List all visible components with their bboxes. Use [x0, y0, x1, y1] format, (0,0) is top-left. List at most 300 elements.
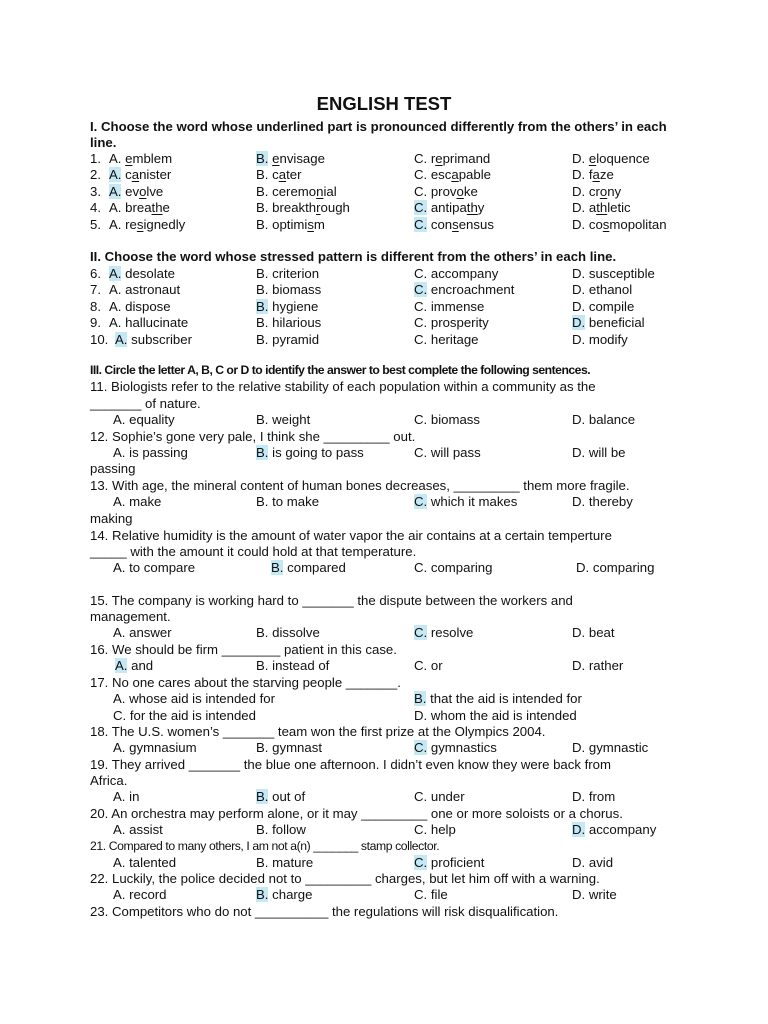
- question-20-stem-text: 20. An orchestra may perform alone, or it may _________ one or more soloists or a chorus.: [90, 806, 623, 821]
- underlined-part: th: [466, 200, 478, 216]
- option-text: biomass: [272, 282, 322, 298]
- question-12-option-c-letter[interactable]: C.: [414, 445, 428, 460]
- option-letter[interactable]: B.: [256, 167, 269, 183]
- option-d[interactable]: [572, 298, 634, 315]
- question-19-stem-cont: [90, 772, 690, 789]
- option-b[interactable]: [256, 298, 318, 315]
- question-13-option-c-letter[interactable]: C.: [414, 494, 428, 509]
- question-15-option-a-text: answer: [129, 625, 172, 640]
- question-18-option-b[interactable]: [256, 739, 322, 756]
- underlined-part: th: [151, 200, 163, 216]
- option-letter[interactable]: D.: [572, 266, 586, 281]
- option-a[interactable]: [109, 314, 188, 331]
- option-letter[interactable]: A.: [109, 282, 122, 298]
- question-20-option-d-letter[interactable]: D.: [572, 822, 586, 837]
- option-d[interactable]: [572, 265, 655, 282]
- question-12-option-d[interactable]: [572, 444, 626, 461]
- option-text: criterion: [272, 266, 320, 281]
- question-20-option-b-text: follow: [272, 822, 306, 837]
- question-12-option-b[interactable]: [256, 444, 364, 461]
- option-d[interactable]: D. athletic: [572, 200, 631, 216]
- question-21-option-c-text: proficient: [430, 855, 485, 870]
- option-d[interactable]: D. cosmopolitan: [572, 216, 667, 232]
- option-letter[interactable]: A.: [109, 298, 122, 314]
- question-18-stem: [90, 723, 690, 740]
- option-c[interactable]: [414, 331, 479, 348]
- underlined-part: a: [278, 167, 287, 183]
- question-13-option-a-letter[interactable]: A.: [113, 494, 126, 509]
- question-19-stem: [90, 756, 690, 773]
- question-11-option-d-letter[interactable]: D.: [572, 412, 586, 427]
- question-20-option-b[interactable]: [256, 821, 306, 838]
- option-a[interactable]: A. breathe: [109, 200, 170, 216]
- option-b[interactable]: B. ceremonial: [256, 183, 337, 199]
- question-14-option-d-letter[interactable]: D.: [576, 560, 590, 575]
- question-20-option-a[interactable]: [113, 821, 163, 838]
- question-17-option-a-letter[interactable]: A.: [113, 691, 126, 706]
- question-21-option-a[interactable]: [113, 854, 176, 871]
- question-number: 1.: [90, 151, 101, 166]
- option-text: ethanol: [588, 282, 633, 298]
- question-17-option-b-letter[interactable]: B.: [414, 691, 427, 706]
- question-18-option-b-letter[interactable]: B.: [256, 740, 269, 755]
- question-number: 7.: [90, 282, 101, 298]
- question-22-option-a-text: record: [129, 887, 167, 902]
- option-b[interactable]: B. optimism: [256, 216, 325, 232]
- question-18-stem-text: 18. The U.S. women’s _______ team won the first prize at the Olympics 2004.: [90, 724, 546, 739]
- option-letter[interactable]: C.: [414, 298, 428, 314]
- option-letter[interactable]: A.: [109, 200, 122, 216]
- option-letter[interactable]: D.: [572, 216, 586, 232]
- page-title: ENGLISH TEST: [316, 93, 452, 114]
- option-c[interactable]: [414, 265, 498, 282]
- question-19-stem-cont-text: Africa.: [90, 773, 128, 788]
- question-20-option-c[interactable]: [414, 821, 456, 838]
- question-12-option-a[interactable]: [113, 444, 188, 461]
- option-letter[interactable]: B.: [256, 298, 269, 314]
- question-16-option-c[interactable]: [414, 657, 443, 674]
- question-21-option-b-text: mature: [272, 855, 314, 870]
- question-4: [90, 199, 690, 216]
- question-21-option-a-letter[interactable]: A.: [113, 855, 126, 870]
- option-text: accompany: [430, 266, 499, 281]
- question-11-option-c-letter[interactable]: C.: [414, 412, 428, 427]
- option-c[interactable]: C. provoke: [414, 183, 478, 199]
- option-letter[interactable]: D.: [572, 298, 586, 314]
- question-16-option-a-text: and: [131, 658, 154, 673]
- option-letter[interactable]: A.: [115, 331, 128, 347]
- option-c[interactable]: C. consensus: [414, 216, 494, 232]
- question-11-stem-text: 11. Biologists refer to the relative stability of each population within a community as the: [90, 379, 596, 394]
- option-letter[interactable]: D.: [572, 315, 586, 331]
- option-letter[interactable]: A.: [109, 266, 122, 281]
- option-letter[interactable]: D.: [572, 200, 586, 216]
- question-13-option-b-letter[interactable]: B.: [256, 494, 269, 509]
- option-c[interactable]: C. reprimand: [414, 151, 491, 166]
- section1-heading-line2: [90, 134, 690, 151]
- question-13-option-d-cont-text: making: [90, 511, 133, 526]
- question-16-option-b-letter[interactable]: B.: [256, 658, 269, 673]
- question-21-option-d-letter[interactable]: D.: [572, 855, 586, 870]
- option-text: modify: [588, 331, 628, 347]
- question-14-option-d[interactable]: [576, 559, 654, 576]
- option-d[interactable]: D. crony: [572, 183, 622, 199]
- question-18-option-d-text: gymnastic: [588, 740, 649, 755]
- underlined-part: e: [272, 151, 280, 166]
- section1-heading: I. Choose the word whose underlined part is pronounced differently from the others’ in each: [90, 119, 667, 134]
- option-letter[interactable]: D.: [572, 151, 586, 166]
- question-13-stem-text: 13. With age, the mineral content of human bones decreases, _________ them more fragile.: [90, 478, 630, 493]
- question-15-option-c[interactable]: [414, 624, 473, 641]
- question-15-option-b-letter[interactable]: B.: [256, 625, 269, 640]
- question-19-option-a[interactable]: [113, 788, 139, 805]
- question-19-option-d[interactable]: [572, 788, 615, 805]
- option-letter[interactable]: A.: [109, 167, 122, 183]
- question-13-option-b[interactable]: [256, 493, 319, 510]
- question-22-option-a[interactable]: [113, 886, 167, 903]
- option-letter[interactable]: B.: [256, 151, 269, 166]
- question-12-option-c[interactable]: [414, 444, 481, 461]
- option-letter[interactable]: B.: [256, 282, 269, 298]
- section2-heading: [90, 248, 690, 265]
- question-13-option-c[interactable]: [414, 493, 517, 510]
- question-5: [90, 216, 690, 233]
- question-12-option-a-text: is passing: [129, 445, 188, 460]
- question-19-stem-text: 19. They arrived _______ the blue one afternoon. I didn’t even know they were back from: [90, 757, 611, 772]
- option-letter[interactable]: C.: [414, 151, 428, 166]
- question-16-option-d[interactable]: [572, 657, 623, 674]
- question-14-option-c[interactable]: [414, 559, 492, 576]
- question-20-option-d-text: accompany: [588, 822, 657, 837]
- underlined-part: s: [452, 216, 459, 232]
- question-13-option-d-letter[interactable]: D.: [572, 494, 586, 509]
- question-11-stem: [90, 378, 690, 395]
- question-21-option-d-text: avid: [588, 855, 614, 870]
- question-15-stem-text: 15. The company is working hard to _______ the dispute between the workers and: [90, 593, 573, 608]
- option-letter[interactable]: C.: [414, 315, 428, 331]
- option-b[interactable]: B. envisage: [256, 151, 325, 166]
- question-20-option-b-letter[interactable]: B.: [256, 822, 269, 837]
- question-21-option-d[interactable]: [572, 854, 613, 871]
- option-letter[interactable]: B.: [256, 331, 269, 347]
- question-19-option-c[interactable]: [414, 788, 465, 805]
- question-11-option-b[interactable]: [256, 411, 310, 428]
- option-a[interactable]: A. emblem: [109, 151, 173, 166]
- question-15-option-a-letter[interactable]: A.: [113, 625, 126, 640]
- question-13-option-d-text: thereby: [588, 494, 633, 509]
- option-letter[interactable]: A.: [109, 183, 122, 199]
- question-10: [90, 331, 690, 348]
- option-c[interactable]: C. antipathy: [414, 200, 485, 216]
- question-8: [90, 298, 690, 315]
- question-21-option-c-letter[interactable]: C.: [414, 855, 428, 870]
- option-text: prosperity: [430, 315, 489, 331]
- question-22-option-b-letter[interactable]: B.: [256, 887, 269, 902]
- question-17-option-a[interactable]: [113, 690, 275, 707]
- question-19-option-b-letter[interactable]: B.: [256, 789, 269, 804]
- question-22-option-d[interactable]: [572, 886, 617, 903]
- question-17-option-c[interactable]: [113, 707, 256, 724]
- question-14-stem-text: 14. Relative humidity is the amount of water vapor the air contains at a certain temperture: [90, 528, 612, 543]
- question-18-option-a[interactable]: [113, 739, 197, 756]
- question-18-options: [90, 739, 690, 756]
- question-13-option-d[interactable]: [572, 493, 633, 510]
- option-letter[interactable]: D.: [572, 331, 586, 347]
- question-22-stem-text: 22. Luckily, the police decided not to _________ charges, but let him off with a warning.: [90, 871, 600, 886]
- question-18-option-c[interactable]: [414, 739, 497, 756]
- option-text: heritage: [430, 331, 479, 347]
- option-b[interactable]: B. breakthrough: [256, 200, 350, 216]
- question-20-option-c-letter[interactable]: C.: [414, 822, 428, 837]
- section1-heading-cont: line.: [90, 135, 117, 150]
- question-22-option-a-letter[interactable]: A.: [113, 887, 126, 902]
- option-letter[interactable]: B.: [256, 200, 269, 216]
- question-15-stem-cont: [90, 608, 690, 625]
- question-11-stem-cont: [90, 395, 690, 412]
- option-text: dispose: [125, 298, 171, 314]
- question-18-option-c-text: gymnastics: [430, 740, 497, 755]
- question-23-stem-text: 23. Competitors who do not __________ the regulations will risk disqualification.: [90, 904, 559, 919]
- question-21-option-b[interactable]: [256, 854, 313, 871]
- question-12-option-d-letter[interactable]: D.: [572, 445, 586, 460]
- question-14-stem-cont-text: _____ with the amount it could hold at that temperature.: [90, 544, 417, 559]
- underlined-part: e: [435, 151, 443, 166]
- option-text: astronaut: [125, 282, 181, 298]
- option-c[interactable]: [414, 281, 514, 298]
- underlined-part: o: [599, 183, 608, 199]
- question-21-option-b-letter[interactable]: B.: [256, 855, 269, 870]
- question-22-option-d-letter[interactable]: D.: [572, 887, 586, 902]
- option-letter[interactable]: C.: [414, 200, 428, 216]
- question-17-option-d[interactable]: [414, 707, 577, 724]
- question-17-option-d-text: whom the aid is intended: [430, 708, 577, 723]
- question-23-stem: [90, 903, 690, 920]
- option-text: subscriber: [131, 331, 192, 347]
- question-22-options: [90, 886, 690, 903]
- option-letter[interactable]: C.: [414, 216, 428, 232]
- question-21-options: [90, 854, 690, 871]
- question-16-option-b[interactable]: [256, 657, 329, 674]
- question-16-option-c-letter[interactable]: C.: [414, 658, 428, 673]
- option-a[interactable]: A. canister: [109, 167, 172, 183]
- question-16-option-b-text: instead of: [272, 658, 330, 673]
- question-13-stem: [90, 477, 690, 494]
- option-text: hilarious: [272, 315, 322, 331]
- question-18-option-a-text: gymnasium: [129, 740, 197, 755]
- question-number: 6.: [90, 266, 101, 281]
- question-17-stem-text: 17. No one cares about the starving people _______.: [90, 675, 401, 690]
- option-letter[interactable]: C.: [414, 167, 428, 183]
- option-b[interactable]: [256, 331, 319, 348]
- question-19-option-c-text: under: [430, 789, 465, 804]
- option-c[interactable]: [414, 298, 484, 315]
- option-d[interactable]: D. faze: [572, 167, 614, 183]
- option-letter[interactable]: D.: [572, 167, 586, 183]
- option-b[interactable]: B. cater: [256, 167, 302, 183]
- question-12-option-d-cont-text: passing: [90, 461, 136, 476]
- option-letter[interactable]: B.: [256, 266, 269, 281]
- option-a[interactable]: A. resignedly: [109, 216, 186, 232]
- question-3: [90, 183, 690, 200]
- question-11-option-c[interactable]: [414, 411, 480, 428]
- question-15-option-c-text: resolve: [430, 625, 474, 640]
- question-17-option-b-text: that the aid is intended for: [430, 691, 582, 706]
- option-letter[interactable]: C.: [414, 266, 428, 281]
- option-letter[interactable]: B.: [256, 183, 269, 199]
- option-letter[interactable]: C.: [414, 331, 428, 347]
- question-18-option-d-letter[interactable]: D.: [572, 740, 586, 755]
- question-20-option-a-letter[interactable]: A.: [113, 822, 126, 837]
- question-16-option-d-letter[interactable]: D.: [572, 658, 586, 673]
- option-a[interactable]: [109, 298, 171, 315]
- question-19-option-a-letter[interactable]: A.: [113, 789, 126, 804]
- option-letter[interactable]: A.: [109, 216, 122, 232]
- option-letter[interactable]: B.: [256, 315, 269, 331]
- question-number: 4.: [90, 200, 101, 216]
- question-17-option-d-letter[interactable]: D.: [414, 708, 428, 723]
- question-21-option-c[interactable]: [414, 854, 484, 871]
- question-15-option-b[interactable]: [256, 624, 320, 641]
- option-text: immense: [430, 298, 485, 314]
- question-15-option-d-letter[interactable]: D.: [572, 625, 586, 640]
- question-17-option-c-letter[interactable]: C.: [113, 708, 127, 723]
- question-1: [90, 150, 690, 167]
- question-15-option-d-text: beat: [588, 625, 615, 640]
- underlined-part: a: [592, 167, 600, 183]
- question-16-option-c-text: or: [430, 658, 443, 673]
- question-22-option-b-text: charge: [272, 887, 313, 902]
- question-17-option-b[interactable]: [414, 690, 582, 707]
- question-19-option-b[interactable]: [256, 788, 305, 805]
- question-15-option-d[interactable]: [572, 624, 615, 641]
- question-16-stem: [90, 641, 690, 658]
- option-b[interactable]: [256, 281, 321, 298]
- question-20-option-c-text: help: [430, 822, 456, 837]
- question-14-option-a[interactable]: [113, 559, 195, 576]
- question-20-stem: [90, 805, 690, 822]
- question-19-option-b-text: out of: [272, 789, 306, 804]
- option-text: encroachment: [430, 282, 515, 298]
- option-letter[interactable]: B.: [256, 216, 269, 232]
- question-11-option-d[interactable]: [572, 411, 635, 428]
- underlined-part: s: [602, 216, 610, 232]
- question-14-option-c-letter[interactable]: C.: [414, 560, 428, 575]
- option-letter[interactable]: A.: [109, 315, 122, 331]
- option-a[interactable]: [109, 265, 175, 282]
- question-18-option-c-letter[interactable]: C.: [414, 740, 428, 755]
- question-15-option-b-text: dissolve: [272, 625, 320, 640]
- option-a[interactable]: [109, 281, 180, 298]
- option-a[interactable]: A. evolve: [109, 183, 164, 199]
- section2-heading-text: II. Choose the word whose stressed pattern is different from the others’ in each line.: [90, 249, 617, 264]
- question-19-option-c-letter[interactable]: C.: [414, 789, 428, 804]
- question-20-options: [90, 821, 690, 838]
- question-22-option-d-text: write: [588, 887, 617, 902]
- option-b[interactable]: [256, 265, 319, 282]
- question-21-stem-text: 21. Compared to many others, I am not a(n) _______ stamp collector.: [90, 839, 440, 853]
- question-15-option-c-letter[interactable]: C.: [414, 625, 428, 640]
- question-12-option-b-letter[interactable]: B.: [256, 445, 269, 460]
- question-18-option-b-text: gymnast: [272, 740, 322, 755]
- question-22-stem: [90, 870, 690, 887]
- underlined-part: e: [125, 151, 133, 166]
- question-16-option-a-letter[interactable]: A.: [115, 658, 128, 673]
- question-11-option-b-letter[interactable]: B.: [256, 412, 269, 427]
- option-text: hallucinate: [125, 315, 189, 331]
- question-22-option-c-letter[interactable]: C.: [414, 887, 428, 902]
- option-d[interactable]: [572, 281, 632, 298]
- question-12-options: [90, 444, 690, 461]
- option-b[interactable]: [256, 314, 321, 331]
- question-21-stem: [90, 838, 690, 855]
- question-16-stem-text: 16. We should be firm ________ patient in this case.: [90, 642, 397, 657]
- question-22-option-c[interactable]: [414, 886, 448, 903]
- underlined-part: a: [131, 167, 140, 183]
- option-a[interactable]: [115, 331, 192, 348]
- question-11-option-c-text: biomass: [430, 412, 480, 427]
- option-d[interactable]: [572, 331, 628, 348]
- option-letter[interactable]: D.: [572, 183, 586, 199]
- underlined-part: s: [307, 216, 314, 232]
- question-16-option-a[interactable]: [115, 657, 153, 674]
- question-15-option-a[interactable]: [113, 624, 172, 641]
- question-18-option-a-letter[interactable]: A.: [113, 740, 126, 755]
- question-15-stem: [90, 592, 690, 609]
- question-19-option-a-text: in: [129, 789, 140, 804]
- question-22-option-b[interactable]: [256, 886, 312, 903]
- question-14-option-b[interactable]: [271, 559, 346, 576]
- question-18-option-d[interactable]: [572, 739, 648, 756]
- underlined-part: a: [451, 167, 459, 183]
- question-14-option-a-letter[interactable]: A.: [113, 560, 126, 575]
- option-d[interactable]: [572, 314, 645, 331]
- option-letter[interactable]: D.: [572, 282, 586, 298]
- option-text: desolate: [125, 266, 175, 281]
- question-14-stem: [90, 527, 690, 544]
- option-c[interactable]: [414, 314, 489, 331]
- question-20-option-d[interactable]: [572, 821, 656, 838]
- question-14-option-b-text: compared: [287, 560, 346, 575]
- question-17-stem: [90, 674, 690, 691]
- question-12-option-b-text: is going to pass: [272, 445, 364, 460]
- question-13-option-a[interactable]: [113, 493, 161, 510]
- option-d[interactable]: D. eloquence: [572, 151, 650, 166]
- question-number: 2.: [90, 167, 101, 183]
- question-7: [90, 281, 690, 298]
- question-12-option-d-cont: [90, 460, 690, 477]
- question-16-options: [90, 657, 690, 674]
- question-12-option-a-letter[interactable]: A.: [113, 445, 126, 460]
- question-12-option-c-text: will pass: [430, 445, 481, 460]
- question-17-options-row2: [90, 707, 690, 724]
- option-letter[interactable]: A.: [109, 151, 122, 166]
- question-14-stem-cont: [90, 543, 690, 560]
- option-letter[interactable]: C.: [414, 282, 428, 298]
- question-19-option-d-letter[interactable]: D.: [572, 789, 586, 804]
- section3-heading: [90, 362, 690, 379]
- question-11-option-a-letter[interactable]: A.: [113, 412, 126, 427]
- question-11-option-a[interactable]: [113, 411, 175, 428]
- option-letter[interactable]: C.: [414, 183, 428, 199]
- option-c[interactable]: C. escapable: [414, 167, 491, 183]
- question-number: 9.: [90, 315, 101, 331]
- question-12-stem-text: 12. Sophie’s gone very pale, I think she _________ out.: [90, 429, 416, 444]
- question-13-option-b-text: to make: [272, 494, 320, 509]
- question-19-option-d-text: from: [588, 789, 616, 804]
- question-number: 5.: [90, 216, 101, 232]
- question-11-stem-cont-text: _______ of nature.: [90, 396, 201, 411]
- question-14-option-b-letter[interactable]: B.: [271, 560, 284, 575]
